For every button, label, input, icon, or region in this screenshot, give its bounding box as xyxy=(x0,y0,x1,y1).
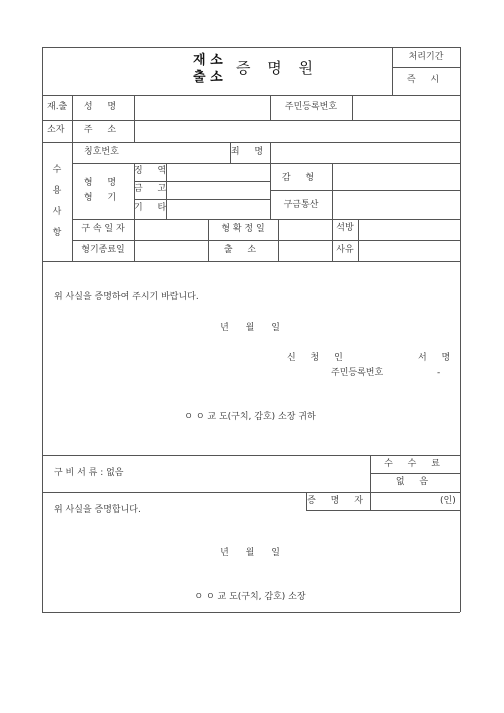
frame-right-border xyxy=(460,47,461,612)
frame-top-border xyxy=(42,47,460,48)
commutation-label: 감 형 xyxy=(281,173,321,183)
commutation-row-divider xyxy=(270,190,460,191)
request-resident-no-label: 주민등록번호 xyxy=(331,368,384,378)
confirm-label-right-border xyxy=(278,219,279,261)
request-addressee: ㅇ ㅇ 교 도(구치, 감호) 소장 귀하 xyxy=(184,412,316,422)
fee-label: 수 수 료 xyxy=(384,459,446,469)
confinement-row-divider xyxy=(134,199,270,200)
seal-label: (인) xyxy=(440,496,456,506)
applicant-group-label-top: 재.출 xyxy=(47,102,68,112)
inmate-row-divider xyxy=(72,163,460,164)
imprisonment-row-divider xyxy=(134,181,270,182)
certificate-body-text: 위 사실을 증명합니다. xyxy=(54,505,141,515)
sentence-label-bottom: 형 기 xyxy=(83,193,123,203)
side-label-1: 수 xyxy=(52,165,62,175)
fee-box-divider xyxy=(370,473,460,474)
title-stack-top: 재 소 xyxy=(193,53,223,68)
page-title: 증 명 원 xyxy=(236,59,320,77)
processing-period-label: 처리기간 xyxy=(408,52,444,62)
certificate-issuer: ㅇ ㅇ 교 도(구치, 감호) 소장 xyxy=(194,592,306,602)
certificate-date-line: 년 월 일 xyxy=(220,548,280,558)
documents-label: 구 비 서 류 : 없음 xyxy=(54,468,124,478)
fee-value: 없 음 xyxy=(395,477,435,487)
crime-label-right-border xyxy=(270,142,271,163)
request-date-line: 년 월 일 xyxy=(220,323,280,333)
sentence-row-divider xyxy=(72,219,460,220)
applicant-row-divider xyxy=(42,120,460,121)
resident-no-label: 주민등록번호 xyxy=(284,102,338,112)
other-label: 기 타 xyxy=(134,203,173,213)
arrest-date-label: 구 속 일 자 xyxy=(81,224,125,234)
side-label-3: 사 xyxy=(52,207,62,217)
resident-label-right-border xyxy=(352,95,353,120)
processing-box-divider xyxy=(392,67,460,68)
certifier-label: 증 명 자 xyxy=(307,496,369,506)
side-label-4: 항 xyxy=(52,228,62,238)
request-body-text: 위 사실을 증명하여 주시기 바랍니다. xyxy=(54,292,199,302)
name-label: 성 명 xyxy=(83,102,123,112)
address-label: 주 소 xyxy=(83,125,123,135)
applicant-group-label-bottom: 소자 xyxy=(47,125,65,135)
applicant-label-divider xyxy=(134,95,135,142)
documents-row-bottom xyxy=(42,492,460,493)
commutation-right-border xyxy=(332,163,333,219)
sign-label: 서 명 xyxy=(418,353,457,363)
processing-period-value: 즉 시 xyxy=(406,75,446,85)
frame-left-border xyxy=(42,47,43,612)
sentence-section-bottom-line xyxy=(42,261,460,262)
inmate-no-label: 칭호번호 xyxy=(84,147,119,157)
arrest-row-divider xyxy=(72,240,460,241)
certificate-top-line xyxy=(42,455,460,456)
applicant-label: 신 청 인 xyxy=(287,353,349,363)
imprisonment-label: 징 역 xyxy=(134,166,173,176)
sentence-end-date-label: 형기종료일 xyxy=(81,245,125,255)
request-resident-no-dash: - xyxy=(437,368,441,378)
exit-label: 출 소 xyxy=(223,245,263,255)
certifier-label-right-border xyxy=(370,492,371,510)
sentence-confirm-date-label: 형 확 정 일 xyxy=(221,224,265,234)
confinement-label: 금 고 xyxy=(134,184,173,194)
header-bottom-line xyxy=(42,95,460,96)
release-label-right-border xyxy=(358,219,359,261)
title-stack-bottom: 출 소 xyxy=(193,70,223,85)
applicant-bottom-line xyxy=(42,142,460,143)
release-label-top: 석방 xyxy=(336,223,354,233)
crime-label: 죄 명 xyxy=(230,147,270,157)
side-label-2: 용 xyxy=(52,186,62,196)
release-label-bottom: 사유 xyxy=(336,245,354,255)
detention-days-label: 구금통산 xyxy=(283,200,319,210)
frame-bottom-border xyxy=(42,612,460,613)
certifier-row-bottom xyxy=(306,510,460,511)
sentence-label-top: 형 명 xyxy=(83,178,123,188)
